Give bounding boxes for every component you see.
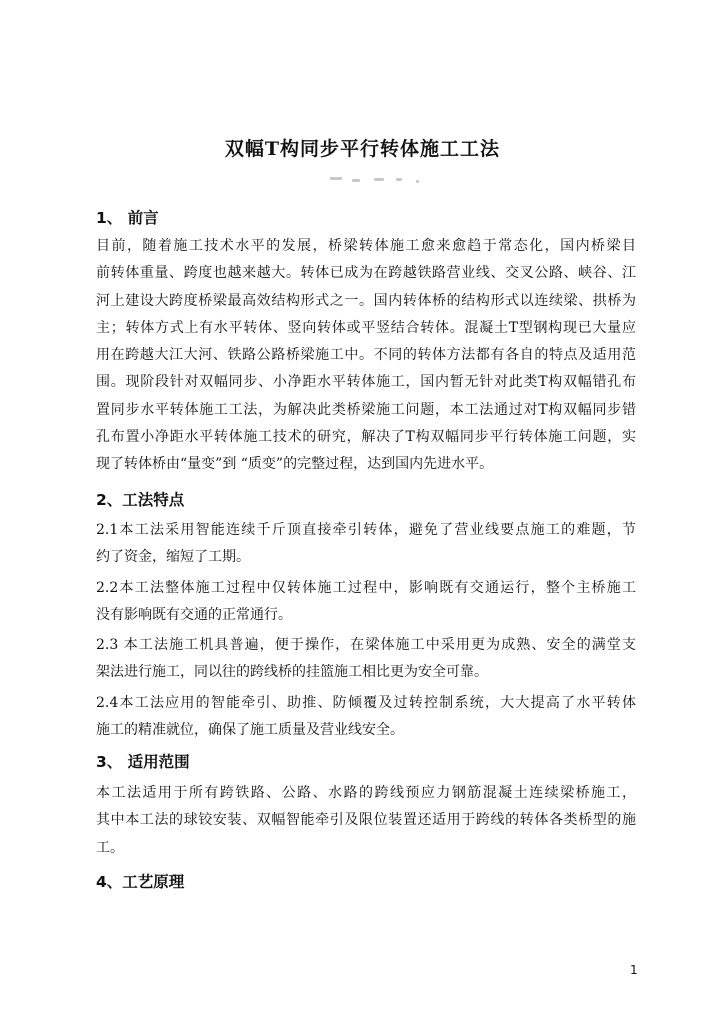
text-line: 前转体重量、跨度也越来越大。转体已成为在跨越铁路营业线、交叉公路、峡谷、江 (96, 265, 636, 282)
text-line: 没有影响既有交通的正常通行。 (96, 606, 292, 623)
text-line: 2.2本工法整体施工过程中仅转体施工过程中，影响既有交通运行，整个主桥施工 (96, 579, 636, 596)
decorative-marks (330, 175, 420, 185)
text-line: 主；转体方式上有水平转体、竖向转体或平竖结合转体。混凝土T型钢构现已大量应 (96, 319, 636, 336)
text-line: 目前，随着施工技术水平的发展，桥梁转体施工愈来愈趋于常态化，国内桥梁目 (96, 238, 636, 254)
section-heading-scope: 3、 适用范围 (96, 753, 190, 771)
text-line: 架法进行施工，同以往的跨线桥的挂篮施工相比更为安全可靠。 (96, 664, 488, 681)
text-line: 施工的精准就位，确保了施工质量及营业线安全。 (96, 722, 404, 739)
text-line: 2.1本工法采用智能连续千斤顶直接牵引转体，避免了营业线要点施工的难题，节 (96, 522, 636, 538)
text-line: 2.4本工法应用的智能牵引、助推、防倾覆及过转控制系统，大大提高了水平转体 (96, 694, 636, 711)
text-line: 现了转体桥由“量变”到 “质变”的完整过程，达到国内先进水平。 (96, 456, 494, 473)
section-body-scope (96, 780, 636, 862)
text-line: 河上建设大跨度桥梁最高效结构形式之一。国内转体桥的结构形式以连续梁、拱桥为 (96, 292, 636, 309)
section-body-preface (96, 233, 636, 479)
section-heading-preface: 1、 前言 (96, 209, 159, 227)
text-line: 孔布置小净距水平转体施工技术的研究，解决了T构双幅同步平行转体施工问题，实 (96, 429, 636, 446)
section-body-features (96, 517, 636, 744)
section-heading-features: 2、工法特点 (96, 491, 185, 509)
text-line: 工。 (96, 839, 124, 856)
page-number: 1 (630, 963, 638, 977)
document-title: 双幅T构同步平行转体施工工法 (224, 138, 501, 160)
section-heading-principle: 4、工艺原理 (96, 873, 185, 891)
text-line: 置同步水平转体施工工法，为解决此类桥梁施工问题，本工法通过对T构双幅同步错 (96, 401, 636, 418)
text-line: 其中本工法的球铰安装、双幅智能牵引及限位装置还适用于跨线的转体各类桥型的施 (96, 812, 636, 829)
text-line: 约了资金，缩短了工期。 (96, 549, 250, 566)
text-line: 2.3 本工法施工机具普遍，便于操作，在梁体施工中采用更为成熟、安全的满堂支 (96, 637, 636, 654)
text-line: 围。现阶段针对双幅同步、小净距水平转体施工，国内暂无针对此类T构双幅错孔布 (96, 374, 636, 391)
text-line: 本工法适用于所有跨铁路、公路、水路的跨线预应力钢筋混凝土连续梁桥施工， (96, 785, 636, 801)
text-line: 用在跨越大江大河、铁路公路桥梁施工中。不同的转体方法都有各自的特点及适用范 (96, 347, 636, 364)
